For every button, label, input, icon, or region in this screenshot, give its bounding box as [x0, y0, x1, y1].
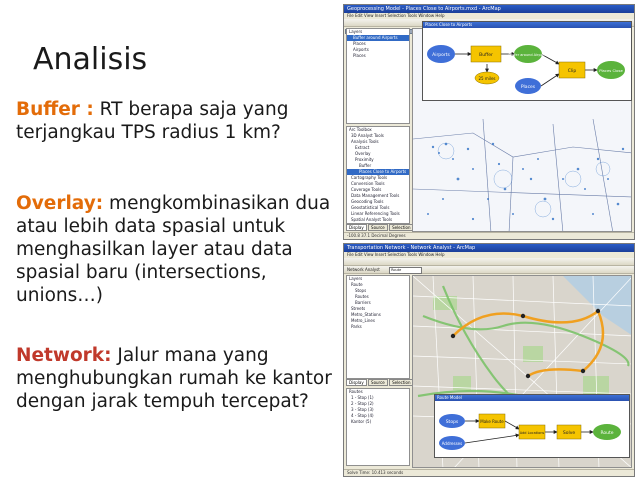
node-add-locations-label: Add Locations	[519, 431, 545, 435]
tab-selection[interactable]: Selection	[389, 379, 413, 386]
toolbox-item[interactable]: Cartography Tools	[351, 175, 388, 180]
tab-selection[interactable]: Selection	[389, 224, 413, 231]
node-stops-label: Stops	[445, 420, 459, 425]
toc-item[interactable]: Airports	[353, 47, 369, 52]
buffer-rings	[438, 143, 610, 217]
text-network: Jalur mana yang menghubungkan rumah ke kantor dengan jarak tempuh tercepat?	[16, 345, 332, 412]
toc-item[interactable]: Places	[353, 41, 366, 46]
text-overlay: mengkombinasikan dua atau lebih data spasial untuk menghasilkan layer atau data spasial baru (intersections, unions…)	[16, 193, 331, 306]
stops-list-item[interactable]: 2 - Stop (2)	[351, 401, 374, 406]
toc-item[interactable]: Stops	[355, 288, 367, 293]
route-stop	[581, 369, 585, 373]
stops-list-item[interactable]: Routes	[349, 389, 363, 394]
status-bar: Solve Time: 10.413 seconds	[344, 469, 634, 476]
toolbox-item[interactable]: Buffer	[359, 163, 372, 168]
paragraph-network	[16, 344, 334, 413]
menu-bar: File Edit View Insert Selection Tools Window Help	[344, 13, 634, 19]
route-stops-list	[346, 388, 410, 466]
toolbox-item[interactable]: Proximity	[355, 157, 374, 162]
park-areas	[433, 296, 609, 396]
node-buffer-label: Buffer	[479, 53, 493, 58]
tab-strip	[346, 225, 414, 230]
toolbox-item[interactable]: 3D Analyst Tools	[351, 133, 384, 138]
tab-strip	[346, 380, 414, 385]
slide-title: Analisis	[33, 42, 148, 77]
toolbox-item[interactable]: Geostatistical Tools	[351, 205, 390, 210]
toolbox-item[interactable]: Linear Referencing Tools	[351, 211, 400, 216]
toc-item[interactable]: Parks	[351, 324, 362, 329]
keyword-overlay: Overlay:	[16, 193, 104, 214]
stops-list-item[interactable]: 3 - Stop (3)	[351, 407, 374, 412]
toolbox-item[interactable]: Geocoding Tools	[351, 199, 384, 204]
route-model-title: Route Model	[435, 395, 629, 401]
node-places-label: Places	[520, 85, 536, 90]
keyword-network: Network:	[16, 345, 112, 366]
paragraph-buffer	[16, 98, 334, 144]
water-area	[563, 276, 632, 336]
toolbox-item[interactable]: Extract	[355, 145, 370, 150]
paragraph-overlay	[16, 192, 334, 307]
model-window-title: Places Close to Airports	[423, 22, 631, 28]
network-analyst-label[interactable]: Network Analyst	[347, 267, 380, 272]
route-stop	[451, 334, 455, 338]
toolbox-item[interactable]: Coverage Tools	[351, 187, 382, 192]
toc-item[interactable]: Buffer around Airports	[347, 35, 409, 41]
table-of-contents	[346, 28, 410, 124]
toolbox-item[interactable]: Data Management Tools	[351, 193, 400, 198]
place-points	[427, 143, 624, 221]
toc-item[interactable]: Layers	[349, 29, 363, 34]
text-buffer: RT berapa saja yang terjangkau TPS radius 1 km?	[16, 99, 289, 143]
stops-list-item[interactable]: 1 - Stop (1)	[351, 395, 374, 400]
tab-display[interactable]: Display	[346, 379, 367, 386]
window-title: Geoprocessing Model - Places Close to Airports.mxd - ArcMap	[344, 5, 634, 13]
route-stop	[596, 309, 600, 313]
route-stop	[526, 374, 530, 378]
arc-toolbox	[346, 126, 410, 224]
network-analyst-toolbar	[344, 266, 634, 274]
tab-source[interactable]: Source	[368, 379, 388, 386]
toc-item[interactable]: Route	[351, 282, 363, 287]
state-borders	[413, 119, 632, 232]
toc-item[interactable]: Metro_Lines	[351, 318, 375, 323]
arcmap-network-screenshot	[343, 243, 635, 477]
stops-list-item[interactable]: Kantor (5)	[351, 419, 372, 424]
tab-display[interactable]: Display	[346, 224, 367, 231]
toc-item[interactable]: Places	[353, 53, 366, 58]
route-model-diagram	[435, 401, 630, 458]
model-builder-window	[422, 21, 632, 101]
node-addresses-label: Addresses	[441, 441, 463, 446]
node-places-close-label: Places Close	[599, 68, 623, 73]
model-diagram	[423, 28, 632, 101]
toolbox-item[interactable]: Arc Toolbox	[349, 127, 372, 132]
route-stop	[521, 314, 525, 318]
toolbox-item[interactable]: Conversion Tools	[351, 181, 385, 186]
menu-bar: File Edit View Insert Selection Tools Window Help	[344, 252, 634, 258]
toc-item[interactable]: Layers	[349, 276, 363, 281]
node-solve-label: Solve	[562, 431, 576, 436]
route-model-window	[434, 394, 630, 458]
node-route-output-label: Route	[600, 431, 614, 436]
stops-list-item[interactable]: 4 - Stop (4)	[351, 413, 374, 418]
status-bar: -100.8 37.1 Decimal Degrees	[344, 232, 634, 239]
tab-source[interactable]: Source	[368, 224, 388, 231]
keyword-buffer: Buffer :	[16, 99, 94, 120]
toc-item[interactable]: Routes	[355, 294, 369, 299]
toolbox-item[interactable]: Analysis Tools	[351, 139, 379, 144]
window-title: Transportation Network - Network Analyst - ArcMap	[344, 244, 634, 252]
node-buffer-output-label: Buffer around Airports	[508, 53, 548, 57]
arcmap-geoprocessing-screenshot	[343, 4, 635, 240]
toolbar	[344, 258, 634, 266]
toc-item[interactable]: Barriers	[355, 300, 371, 305]
route-stops	[451, 309, 600, 378]
toolbox-item[interactable]: Overlay	[355, 151, 371, 156]
node-clip-label: Clip	[567, 69, 577, 74]
node-make-route-label: Make Route	[480, 419, 504, 424]
route-dropdown[interactable]: Route	[389, 267, 422, 274]
toolbox-item[interactable]: Spatial Analyst Tools	[351, 217, 393, 222]
toc-item[interactable]: Streets	[351, 306, 366, 311]
toc-item[interactable]: Metro_Stations	[351, 312, 381, 317]
node-airports-label: Airports	[432, 53, 450, 58]
node-distance-label: 25 miles	[478, 76, 496, 81]
table-of-contents	[346, 275, 410, 379]
toolbox-item[interactable]: Places Close to Airports	[347, 169, 409, 175]
